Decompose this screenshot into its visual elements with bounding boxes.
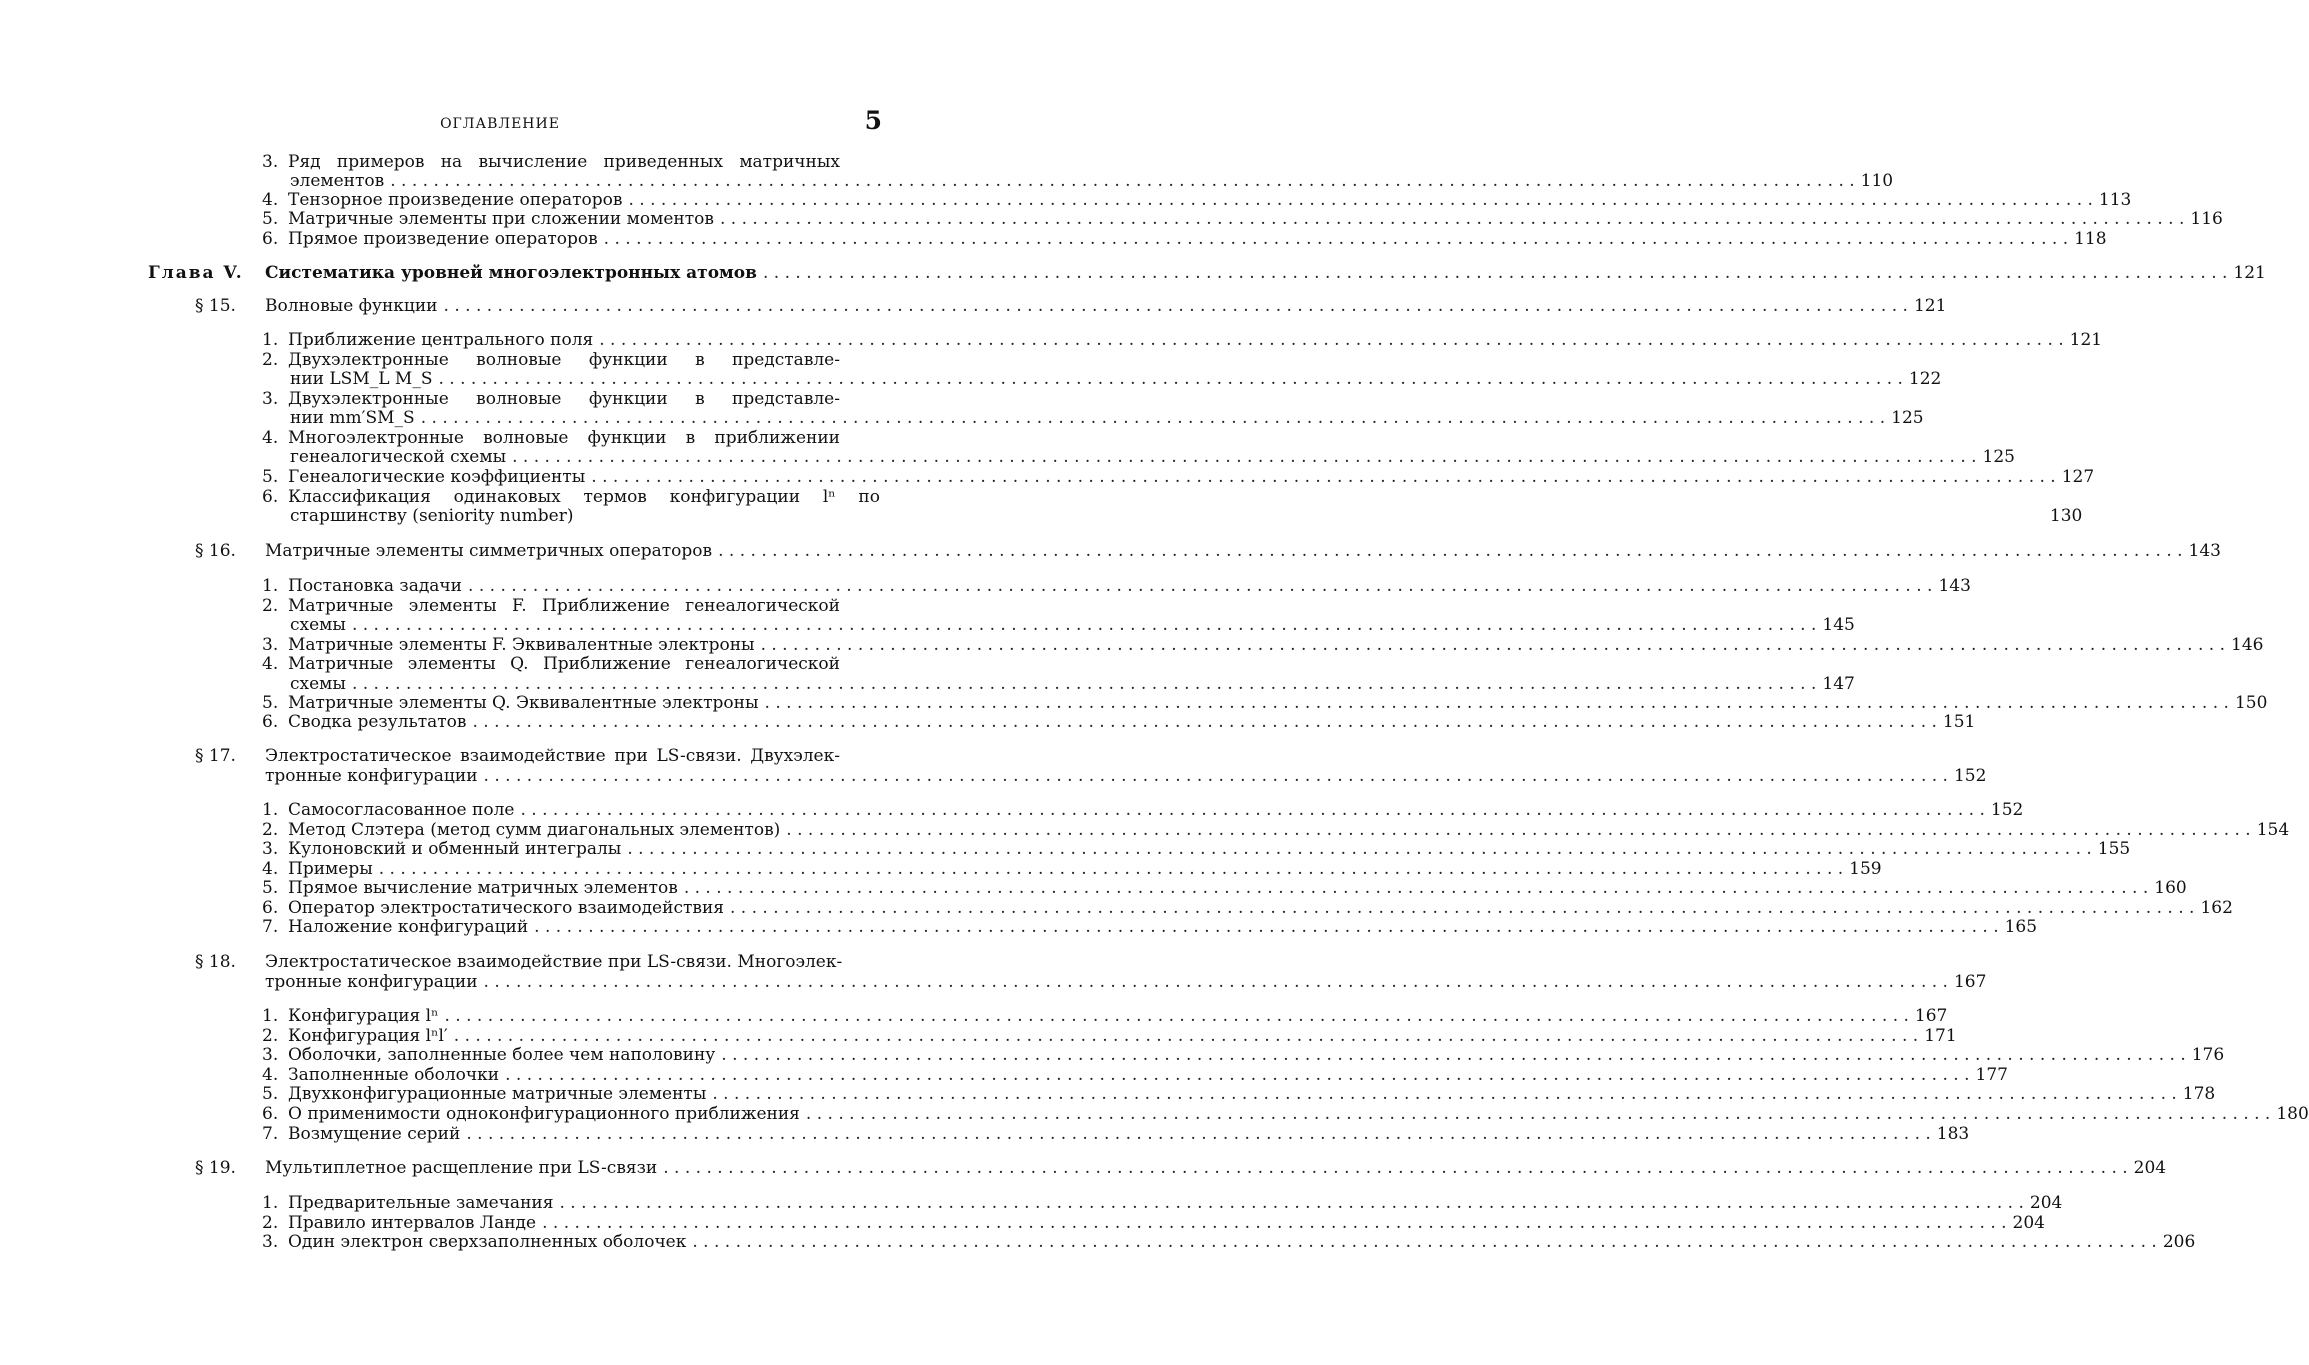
toc-page-ref: 121 [1913, 296, 1947, 316]
toc-entry-18-2[interactable]: 2. Конфигурация lⁿl′ . . . 171 [262, 1026, 880, 1048]
dot-leader [390, 171, 1854, 191]
chapter-label: Глава V. [148, 263, 244, 283]
toc-entry-19-3[interactable]: 3. Один электрон сверхзаполненных оболочек . . . 206 [262, 1232, 880, 1254]
toc-page-ref: 154 [2256, 820, 2290, 840]
toc-entry-top-3-line1[interactable]: 3. Ряд примеров на вычисление приведенных матричных [262, 152, 840, 172]
toc-entry-16-6[interactable]: 6. Сводка результатов . . . 151 [262, 712, 880, 734]
toc-page-ref: 147 [1822, 674, 1855, 694]
toc-section-15[interactable]: § 15. Волновые функции . . . 121 [195, 296, 880, 318]
toc-entry-15-2-line2[interactable]: нии LSM_L M_S . . . 122 [290, 369, 880, 391]
toc-page-ref: 145 [1822, 615, 1855, 635]
toc-page-ref: 146 [2231, 635, 2264, 655]
toc-page-ref: 152 [1990, 800, 2024, 820]
toc-page-ref: 183 [1936, 1124, 1970, 1144]
toc-page-ref: 206 [2162, 1232, 2196, 1252]
toc-entry-18-5[interactable]: 5. Двухконфигурационные матричные элементы . . . 178 [262, 1084, 880, 1106]
toc-page-ref: 167 [1953, 972, 1987, 992]
toc-page-ref: 143 [1938, 576, 1971, 596]
toc-page-ref: 110 [1860, 171, 1894, 191]
toc-page-ref: 160 [2154, 878, 2187, 898]
page-number: 5 [864, 106, 882, 135]
toc-page-ref: 176 [2191, 1045, 2225, 1065]
toc-page-ref: 122 [1908, 369, 1942, 389]
toc-section-17-line1[interactable]: § 17. Электростатическое взаимодействие при LS-связи. Двухэлек- [195, 746, 840, 766]
toc-entry-18-6[interactable]: 6. О применимости одноконфигурационного приближения . . . 180 [262, 1104, 880, 1126]
toc-page-ref: 155 [2097, 839, 2131, 859]
toc-page-ref: 151 [1942, 712, 1976, 732]
toc-entry-15-3-line2[interactable]: нии mm′SM_S . . . 125 [290, 408, 880, 430]
toc-entry-18-4[interactable]: 4. Заполненные оболочки . . . 177 [262, 1065, 880, 1087]
toc-page-ref: 204 [2012, 1213, 2045, 1233]
toc-entry-16-3[interactable]: 3. Матричные элементы F. Эквивалентные электроны . . . 146 [262, 635, 880, 657]
toc-entry-top-5[interactable]: 5. Матричные элементы при сложении моментов . . . 116 [262, 209, 880, 231]
toc-section-16[interactable]: § 16. Матричные элементы симметричных операторов . . . 143 [195, 541, 880, 563]
toc-page-ref: 116 [2190, 209, 2223, 229]
toc-entry-top-4[interactable]: 4. Тензорное произведение операторов . . . 113 [262, 190, 880, 212]
toc-entry-17-2[interactable]: 2. Метод Слэтера (метод сумм диагональных элементов) . . . 154 [262, 820, 880, 842]
running-title: ОГЛАВЛЕНИЕ [440, 116, 560, 132]
toc-entry-16-2-line2[interactable]: схемы . . . 145 [290, 615, 880, 637]
toc-section-19[interactable]: § 19. Мультиплетное расщепление при LS-связи . . . 204 [195, 1158, 880, 1180]
toc-entry-16-4-line1[interactable]: 4. Матричные элементы Q. Приближение генеалогической [262, 654, 840, 674]
toc-entry-15-4-line1[interactable]: 4. Многоэлектронные волновые функции в приближении [262, 428, 840, 448]
toc-page-ref: 165 [2004, 917, 2038, 937]
toc-entry-16-5[interactable]: 5. Матричные элементы Q. Эквивалентные электроны . . . 150 [262, 693, 880, 715]
toc-page-ref: 125 [1982, 447, 2015, 467]
toc-page-ref: 113 [2098, 190, 2132, 210]
toc-chapter-5[interactable] [148, 263, 2266, 285]
toc-entry-19-2[interactable]: 2. Правило интервалов Ланде . . . 204 [262, 1213, 880, 1235]
toc-entry-17-1[interactable]: 1. Самосогласованное поле . . . 152 [262, 800, 880, 822]
toc-entry-top-6[interactable]: 6. Прямое произведение операторов . . . 118 [262, 229, 880, 251]
toc-page-ref: 159 [1849, 859, 1882, 879]
toc-page-ref: 125 [1891, 408, 1924, 428]
toc-entry-15-1[interactable]: 1. Приближение центрального поля . . . 121 [262, 330, 880, 352]
toc-entry-17-7[interactable]: 7. Наложение конфигураций . . . 165 [262, 917, 880, 939]
page-header [0, 106, 1000, 142]
toc-page-ref: 152 [1953, 766, 1987, 786]
toc-entry-16-1[interactable]: 1. Постановка задачи . . . 143 [262, 576, 880, 598]
toc-entry-18-3[interactable]: 3. Оболочки, заполненные более чем наполовину . . . 176 [262, 1045, 880, 1067]
toc-page-ref: 118 [2074, 229, 2107, 249]
chapter-title: Систематика уровней многоэлектронных атомов [265, 263, 757, 283]
toc-entry-top-3-line2[interactable]: элементов . . . 110 [290, 171, 880, 193]
toc-page-ref: 121 [2069, 330, 2103, 350]
toc-section-18-line2[interactable]: тронные конфигурации . . . 167 [265, 972, 880, 994]
toc-page-ref: 204 [2133, 1158, 2167, 1178]
toc-entry-16-2-line1[interactable]: 2. Матричные элементы F. Приближение генеалогической [262, 596, 840, 616]
toc-entry-16-4-line2[interactable]: схемы . . . 147 [290, 674, 880, 696]
toc-page-ref: 143 [2188, 541, 2221, 561]
toc-page-ref: 130 [2049, 506, 2083, 526]
toc-page-ref: 127 [2061, 467, 2095, 487]
toc-entry-19-1[interactable]: 1. Предварительные замечания . . . 204 [262, 1193, 880, 1215]
toc-entry-15-5[interactable]: 5. Генеалогические коэффициенты . . . 127 [262, 467, 880, 489]
toc-page-ref: 204 [2029, 1193, 2063, 1213]
toc-entry-15-2-line1[interactable]: 2. Двухэлектронные волновые функции в представле- [262, 350, 840, 370]
toc-entry-15-6-line2[interactable]: старшинству (seniority number) 130 [290, 506, 2083, 526]
toc-page-ref: 180 [2276, 1104, 2309, 1124]
toc-page-ref: 150 [2234, 693, 2268, 713]
toc-entry-15-4-line2[interactable]: генеалогической схемы . . . 125 [290, 447, 880, 469]
toc-page-ref: 171 [1924, 1026, 1957, 1046]
toc-entry-18-7[interactable]: 7. Возмущение серий . . . 183 [262, 1124, 880, 1146]
toc-page-ref: 178 [2182, 1084, 2216, 1104]
toc-entry-18-1[interactable]: 1. Конфигурация lⁿ . . . 167 [262, 1006, 880, 1028]
toc-entry-17-5[interactable]: 5. Прямое вычисление матричных элементов . . . 160 [262, 878, 880, 900]
toc-page-ref: 121 [2233, 263, 2266, 283]
toc-entry-15-6-line1[interactable]: 6. Классификация одинаковых термов конфигурации lⁿ по [262, 487, 880, 507]
toc-entry-17-6[interactable]: 6. Оператор электростатического взаимодействия . . . 162 [262, 898, 880, 920]
toc-page-ref: 167 [1914, 1006, 1948, 1026]
toc-section-17-line2[interactable]: тронные конфигурации . . . 152 [265, 766, 880, 788]
toc-entry-17-4[interactable]: 4. Примеры . . . 159 [262, 859, 880, 881]
toc-page-ref: 162 [2200, 898, 2233, 918]
toc-entry-17-3[interactable]: 3. Кулоновский и обменный интегралы . . . 155 [262, 839, 880, 861]
toc-page-ref: 177 [1975, 1065, 2008, 1085]
toc-section-18-line1[interactable]: § 18. Электростатическое взаимодействие при LS-связи. Многоэлек- [195, 952, 843, 972]
toc-entry-15-3-line1[interactable]: 3. Двухэлектронные волновые функции в представле- [262, 389, 840, 409]
